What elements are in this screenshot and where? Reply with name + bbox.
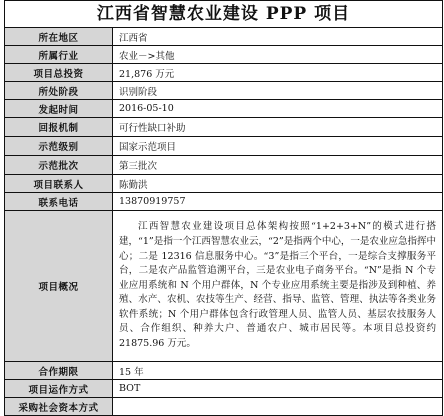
row-value: 农业－>其他: [113, 46, 443, 64]
overview-text: 江西智慧农业建设项目总体架构按照“1+2+3+N”的模式进行搭建，“1”是指一个江西智慧农业云，“2”是指两个中心，一是农业应急指挥中心；二是 12316 信息服务中心。“3”是指三个平台，一是综合支撑服务平台，二是农产品监管追溯平台，三是农业电子商务平台。“N”是指 N 个专业应用系统和 N 个用户群体，N 个专业应用系统主要是指涉及到种植、养殖、水产、农机、农技等生产、经营、指导、监管、管理、执法等各类业务软件系统；N 个用户群体包含行政管理人员、监管人员、基层农技服务人员、合作组织、种养大户、普通农户、城市居民等。本项目总投资约 21875.96 万元。: [113, 211, 443, 362]
overview-label: 项目概况: [5, 211, 113, 362]
row-value: 2016-05-10: [113, 100, 443, 118]
row-value: 国家示范项目: [113, 137, 443, 156]
project-sheet: [4, 0, 443, 416]
table-row: [5, 82, 443, 100]
row-label: 所处阶段: [5, 82, 113, 100]
row-label: 示范批次: [5, 156, 113, 175]
overview-row: [5, 211, 443, 362]
project-info-table: [4, 27, 443, 416]
row-label: 采购社会资本方式: [5, 398, 113, 416]
row-label: 项目运作方式: [5, 380, 113, 398]
table-row: [5, 137, 443, 156]
row-label: 项目总投资: [5, 64, 113, 82]
row-label: 示范级别: [5, 137, 113, 156]
row-label: 发起时间: [5, 100, 113, 118]
table-row: [5, 28, 443, 46]
row-value: 15 年: [113, 362, 443, 380]
table-row: [5, 64, 443, 82]
table-row: [5, 380, 443, 398]
row-label: 合作期限: [5, 362, 113, 380]
row-label: 所在地区: [5, 28, 113, 46]
row-value: 江西省: [113, 28, 443, 46]
row-value: 第三批次: [113, 156, 443, 175]
page-title: 江西省智慧农业建设 PPP 项目: [4, 0, 443, 27]
row-label: 回报机制: [5, 118, 113, 137]
row-value: 陈勤洪: [113, 175, 443, 193]
row-label: 联系电话: [5, 193, 113, 211]
table-row: [5, 46, 443, 64]
row-label: 所属行业: [5, 46, 113, 64]
row-value: 可行性缺口补助: [113, 118, 443, 137]
table-row: [5, 100, 443, 118]
table-row: [5, 156, 443, 175]
table-row: [5, 175, 443, 193]
row-value: 13870919757: [113, 193, 443, 211]
row-value: BOT: [113, 380, 443, 398]
row-label: 项目联系人: [5, 175, 113, 193]
table-row: [5, 118, 443, 137]
row-value: 21,876 万元: [113, 64, 443, 82]
table-row: [5, 362, 443, 380]
row-value: 识别阶段: [113, 82, 443, 100]
table-row: [5, 193, 443, 211]
